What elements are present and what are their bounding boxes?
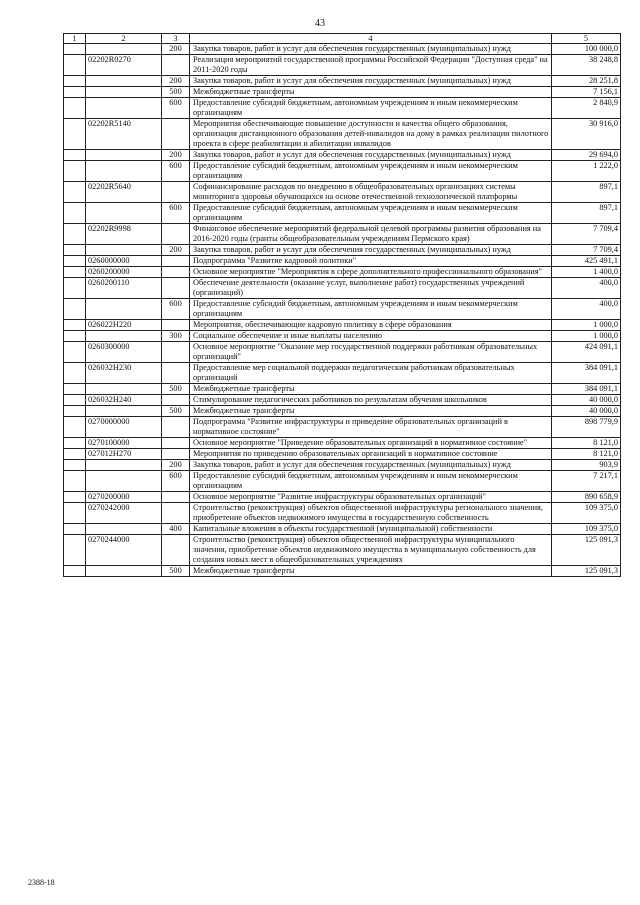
description-cell: Обеспечение деятельности (оказание услуг, выполнение работ) государственных учреждений (организаций)	[190, 278, 552, 299]
expense-type-cell	[162, 535, 190, 566]
row-index-cell	[64, 98, 86, 119]
row-index-cell	[64, 460, 86, 471]
table-row	[64, 161, 621, 182]
amount-cell: 2 840,9	[552, 98, 621, 119]
amount-cell: 1 222,0	[552, 161, 621, 182]
expense-type-cell: 600	[162, 161, 190, 182]
description-cell: Мероприятия, обеспечивающие кадровую политику в сфере образования	[190, 320, 552, 331]
target-code-cell	[86, 44, 162, 55]
table-row	[64, 278, 621, 299]
description-cell: Межбюджетные трансферты	[190, 566, 552, 577]
row-index-cell	[64, 256, 86, 267]
row-index-cell	[64, 417, 86, 438]
description-cell: Строительство (реконструкция) объектов общественной инфраструктуры регионального значения, приобретение объектов недвижимого имущества в государственную собственность	[190, 503, 552, 524]
target-code-cell: 02202R0270	[86, 55, 162, 76]
expense-type-cell: 600	[162, 203, 190, 224]
table-row	[64, 460, 621, 471]
target-code-cell	[86, 299, 162, 320]
row-index-cell	[64, 449, 86, 460]
target-code-cell: 026032Н240	[86, 395, 162, 406]
target-code-cell	[86, 161, 162, 182]
expense-type-cell	[162, 363, 190, 384]
expense-type-cell	[162, 395, 190, 406]
target-code-cell: 02202R5640	[86, 182, 162, 203]
row-index-cell	[64, 182, 86, 203]
page-number: 43	[315, 18, 325, 29]
row-index-cell	[64, 299, 86, 320]
table-row	[64, 471, 621, 492]
expense-type-cell	[162, 256, 190, 267]
amount-cell: 400,0	[552, 299, 621, 320]
table-row	[64, 87, 621, 98]
description-cell: Мероприятия по приведению образовательных организаций в нормативное состояние	[190, 449, 552, 460]
description-cell: Предоставление субсидий бюджетным, автономным учреждениям и иным некоммерческим организациям	[190, 98, 552, 119]
expense-type-cell	[162, 503, 190, 524]
expense-type-cell: 500	[162, 566, 190, 577]
column-header-3: 3	[162, 34, 190, 44]
table-row	[64, 182, 621, 203]
description-cell: Предоставление субсидий бюджетным, автономным учреждениям и иным некоммерческим организациям	[190, 299, 552, 320]
amount-cell: 1 400,0	[552, 267, 621, 278]
expense-type-cell	[162, 320, 190, 331]
expense-type-cell	[162, 417, 190, 438]
column-header-2: 2	[86, 34, 162, 44]
column-header-5: 5	[552, 34, 621, 44]
table-row	[64, 76, 621, 87]
expense-type-cell: 200	[162, 150, 190, 161]
table-header-row	[64, 34, 621, 44]
expense-type-cell	[162, 492, 190, 503]
description-cell: Социальное обеспечение и иные выплаты населению	[190, 331, 552, 342]
description-cell: Подпрограмма "Развитие кадровой политики"	[190, 256, 552, 267]
description-cell: Предоставление субсидий бюджетным, автономным учреждениям и иным некоммерческим организациям	[190, 161, 552, 182]
description-cell: Основное мероприятие "Оказание мер государственной поддержки работникам образовательных организаций"	[190, 342, 552, 363]
row-index-cell	[64, 87, 86, 98]
expense-type-cell: 500	[162, 406, 190, 417]
row-index-cell	[64, 161, 86, 182]
expense-type-cell: 400	[162, 524, 190, 535]
amount-cell: 425 491,1	[552, 256, 621, 267]
expense-type-cell: 200	[162, 44, 190, 55]
table-row	[64, 492, 621, 503]
table-row	[64, 44, 621, 55]
description-cell: Стимулирование педагогических работников по результатам обучения школьников	[190, 395, 552, 406]
row-index-cell	[64, 331, 86, 342]
row-index-cell	[64, 524, 86, 535]
target-code-cell: 0270244000	[86, 535, 162, 566]
description-cell: Основное мероприятие "Мероприятия в сфере дополнительного профессионального образования"	[190, 267, 552, 278]
expense-type-cell: 200	[162, 245, 190, 256]
target-code-cell: 0260000000	[86, 256, 162, 267]
target-code-cell: 02202R9998	[86, 224, 162, 245]
amount-cell: 424 091,1	[552, 342, 621, 363]
table-row	[64, 395, 621, 406]
expense-type-cell	[162, 278, 190, 299]
row-index-cell	[64, 55, 86, 76]
amount-cell: 7 709,4	[552, 245, 621, 256]
table-row	[64, 417, 621, 438]
table-row	[64, 224, 621, 245]
row-index-cell	[64, 406, 86, 417]
row-index-cell	[64, 245, 86, 256]
expense-type-cell	[162, 182, 190, 203]
row-index-cell	[64, 278, 86, 299]
amount-cell: 7 217,1	[552, 471, 621, 492]
row-index-cell	[64, 395, 86, 406]
amount-cell: 898 779,9	[552, 417, 621, 438]
target-code-cell	[86, 76, 162, 87]
target-code-cell	[86, 87, 162, 98]
target-code-cell: 0270100000	[86, 438, 162, 449]
table-body	[64, 44, 621, 577]
description-cell: Основное мероприятие "Развитие инфраструктуры образовательных организаций"	[190, 492, 552, 503]
description-cell: Реализация мероприятий государственной программы Российской Федерации "Доступная среда" на 2011-2020 годы	[190, 55, 552, 76]
table-row	[64, 256, 621, 267]
table-row	[64, 438, 621, 449]
description-cell: Закупка товаров, работ и услуг для обеспечения государственных (муниципальных) нужд	[190, 44, 552, 55]
description-cell: Мероприятия обеспечивающие повышение доступности и качества общего образования, организация дистанционного образования детей-инвалидов на дому в рамках реализации пилотного проекта в сфере реабилитации и абилитации инвалидов	[190, 119, 552, 150]
row-index-cell	[64, 363, 86, 384]
amount-cell: 384 091,1	[552, 363, 621, 384]
column-header-1: 1	[64, 34, 86, 44]
amount-cell: 38 248,8	[552, 55, 621, 76]
target-code-cell	[86, 460, 162, 471]
expense-type-cell	[162, 342, 190, 363]
table-row	[64, 245, 621, 256]
table-row	[64, 150, 621, 161]
row-index-cell	[64, 535, 86, 566]
expense-type-cell	[162, 438, 190, 449]
amount-cell: 890 658,9	[552, 492, 621, 503]
row-index-cell	[64, 224, 86, 245]
table-row	[64, 331, 621, 342]
description-cell: Межбюджетные трансферты	[190, 87, 552, 98]
expense-type-cell	[162, 449, 190, 460]
row-index-cell	[64, 320, 86, 331]
target-code-cell	[86, 245, 162, 256]
expense-type-cell	[162, 267, 190, 278]
expense-type-cell: 200	[162, 76, 190, 87]
expense-type-cell: 600	[162, 299, 190, 320]
amount-cell: 384 091,1	[552, 384, 621, 395]
target-code-cell	[86, 566, 162, 577]
row-index-cell	[64, 503, 86, 524]
table-row	[64, 203, 621, 224]
description-cell: Основное мероприятие "Приведение образовательных организаций в нормативное состояние"	[190, 438, 552, 449]
target-code-cell: 026032Н230	[86, 363, 162, 384]
table-row	[64, 503, 621, 524]
target-code-cell: 0270242000	[86, 503, 162, 524]
target-code-cell: 026022Н220	[86, 320, 162, 331]
row-index-cell	[64, 203, 86, 224]
expense-type-cell: 200	[162, 460, 190, 471]
target-code-cell	[86, 471, 162, 492]
table-row	[64, 320, 621, 331]
target-code-cell	[86, 384, 162, 395]
target-code-cell	[86, 524, 162, 535]
amount-cell: 8 121,0	[552, 449, 621, 460]
expense-type-cell: 500	[162, 384, 190, 395]
target-code-cell: 0270000000	[86, 417, 162, 438]
description-cell: Закупка товаров, работ и услуг для обеспечения государственных (муниципальных) нужд	[190, 150, 552, 161]
amount-cell: 109 375,0	[552, 503, 621, 524]
amount-cell: 7 709,4	[552, 224, 621, 245]
budget-table	[63, 33, 621, 577]
amount-cell: 28 251,8	[552, 76, 621, 87]
expense-type-cell	[162, 55, 190, 76]
row-index-cell	[64, 342, 86, 363]
amount-cell: 30 916,0	[552, 119, 621, 150]
target-code-cell	[86, 98, 162, 119]
description-cell: Предоставление субсидий бюджетным, автономным учреждениям и иным некоммерческим организациям	[190, 471, 552, 492]
table-row	[64, 449, 621, 460]
target-code-cell: 02202R5140	[86, 119, 162, 150]
description-cell: Подпрограмма "Развитие инфраструктуры и приведение образовательных организаций в нормативное состояние"	[190, 417, 552, 438]
row-index-cell	[64, 44, 86, 55]
row-index-cell	[64, 119, 86, 150]
description-cell: Предоставление мер социальной поддержки педагогическим работникам образовательных организаций	[190, 363, 552, 384]
amount-cell: 29 694,0	[552, 150, 621, 161]
amount-cell: 897,1	[552, 203, 621, 224]
description-cell: Капитальные вложения в объекты государственной (муниципальной) собственности	[190, 524, 552, 535]
expense-type-cell: 300	[162, 331, 190, 342]
target-code-cell	[86, 203, 162, 224]
table-row	[64, 384, 621, 395]
description-cell: Межбюджетные трансферты	[190, 406, 552, 417]
amount-cell: 1 000,0	[552, 331, 621, 342]
table-row	[64, 524, 621, 535]
description-cell: Предоставление субсидий бюджетным, автономным учреждениям и иным некоммерческим организациям	[190, 203, 552, 224]
description-cell: Софинансирование расходов по внедрению в общеобразовательных организациях системы мониторинга здоровья обучающихся на основе отечественной технологической платформы	[190, 182, 552, 203]
amount-cell: 8 121,0	[552, 438, 621, 449]
table-row	[64, 267, 621, 278]
table-row	[64, 342, 621, 363]
expense-type-cell: 500	[162, 87, 190, 98]
row-index-cell	[64, 471, 86, 492]
amount-cell: 40 000,0	[552, 406, 621, 417]
amount-cell: 7 156,1	[552, 87, 621, 98]
target-code-cell: 0260300000	[86, 342, 162, 363]
amount-cell: 1 000,0	[552, 320, 621, 331]
table-row	[64, 363, 621, 384]
expense-type-cell: 600	[162, 471, 190, 492]
amount-cell: 400,0	[552, 278, 621, 299]
amount-cell: 125 091,3	[552, 535, 621, 566]
target-code-cell: 0260200110	[86, 278, 162, 299]
row-index-cell	[64, 150, 86, 161]
target-code-cell: 0260200000	[86, 267, 162, 278]
table-row	[64, 119, 621, 150]
amount-cell: 903,9	[552, 460, 621, 471]
target-code-cell: 0270200000	[86, 492, 162, 503]
description-cell: Закупка товаров, работ и услуг для обеспечения государственных (муниципальных) нужд	[190, 245, 552, 256]
amount-cell: 100 000,0	[552, 44, 621, 55]
target-code-cell	[86, 406, 162, 417]
target-code-cell	[86, 150, 162, 161]
target-code-cell: 027012Н270	[86, 449, 162, 460]
amount-cell: 897,1	[552, 182, 621, 203]
target-code-cell	[86, 331, 162, 342]
row-index-cell	[64, 492, 86, 503]
description-cell: Межбюджетные трансферты	[190, 384, 552, 395]
table-row	[64, 406, 621, 417]
row-index-cell	[64, 384, 86, 395]
row-index-cell	[64, 566, 86, 577]
row-index-cell	[64, 267, 86, 278]
description-cell: Финансовое обеспечение мероприятий федеральной целевой программы развития образования на 2016-2020 годы (гранты общеобразовательным учреждениям Пермского края)	[190, 224, 552, 245]
expense-type-cell: 600	[162, 98, 190, 119]
row-index-cell	[64, 438, 86, 449]
description-cell: Закупка товаров, работ и услуг для обеспечения государственных (муниципальных) нужд	[190, 460, 552, 471]
row-index-cell	[64, 76, 86, 87]
description-cell: Закупка товаров, работ и услуг для обеспечения государственных (муниципальных) нужд	[190, 76, 552, 87]
table-row	[64, 566, 621, 577]
amount-cell: 109 375,0	[552, 524, 621, 535]
table-row	[64, 55, 621, 76]
expense-type-cell	[162, 119, 190, 150]
expense-type-cell	[162, 224, 190, 245]
table-row	[64, 535, 621, 566]
table-row	[64, 98, 621, 119]
amount-cell: 125 091,3	[552, 566, 621, 577]
column-header-4: 4	[190, 34, 552, 44]
amount-cell: 40 000,0	[552, 395, 621, 406]
table-row	[64, 299, 621, 320]
document-footer-code: 2388-18	[28, 878, 55, 887]
description-cell: Строительство (реконструкция) объектов общественной инфраструктуры муниципального значения, приобретение объектов недвижимого имущества в муниципальную собственность для создания новых мест в общеобразовательных учреждениях	[190, 535, 552, 566]
